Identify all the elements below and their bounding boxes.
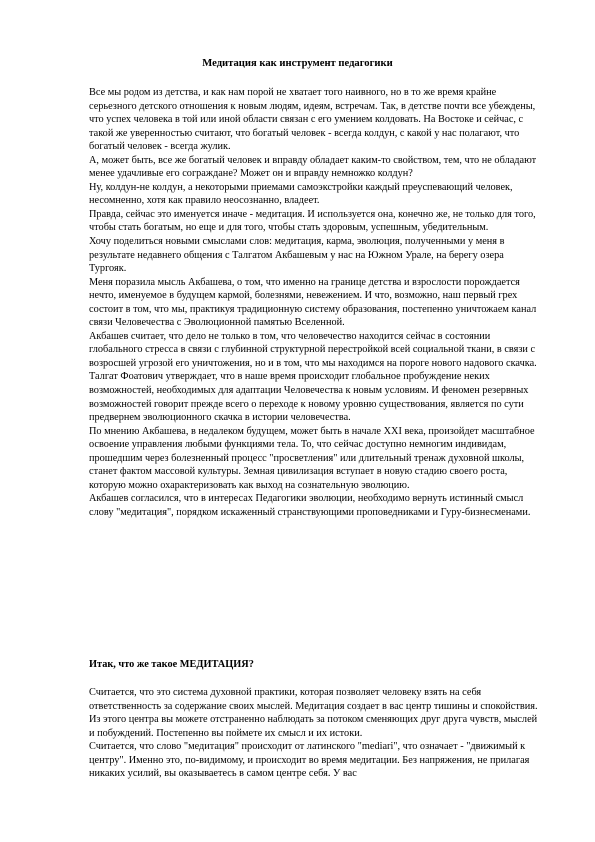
body-text: [89, 86, 541, 520]
paragraph: Правда, сейчас это именуется иначе - медитация. И используется она, конечно же, не только для того, чтобы стать богатым, но еще и для того, чтобы стать здоровым, успешным, убедительным.: [89, 208, 536, 234]
paragraph: Меня поразила мысль Акбашева, о том, что именно на границе детства и взрослости порождается нечто, именуемое в будущем кармой, болезнями, невежением. И что, возможно, наш первый грех состоит в том, что мы, практикуя традиционную систему образования, постепенно уничтожаем канал связи Человечества с Эволюционной памятью Вселенной.: [89, 276, 537, 329]
paragraph: Все мы родом из детства, и как нам порой не хватает того наивного, но в то же время крайне серьезного детского отношения к новым людям, идеям, встречам. Так, в детстве почти все убеждены, что успех человека в той или иной области связан с его умением колдовать. На Востоке и сейчас, с такой же уверенностью считают, что богатый человек - всегда колдун, с какой у нас полагают, что богатый человек - всегда жулик.: [89, 87, 536, 153]
paragraph: Талгат Фоатович утверждает, что в наше время происходит глобальное пробуждение неких возможностей, необходимых для адаптации Человечества к новым условиям. И феномен резервных возможностей говорит прежде всего о переходе к новому уровню существования, является по сути предвернем эволюционного скачка в истории человечества.: [89, 371, 529, 424]
paragraph: Акбашев считает, что дело не только в том, что человечество находится сейчас в состоянии глобального стресса в связи с глубинной структурной перестройкой всей социальной ткани, в связи с возросшей угрозой его уничтожения, но и в том, что мы находимся на пороге нового надового скачка.: [89, 330, 537, 369]
paragraph: Акбашев согласился, что в интересах Педагогики эволюции, необходимо вернуть истинный смысл слову "медитация", порядком искаженный странствующими проповедниками и Гуру-бизнесменами.: [89, 493, 531, 518]
paragraph: Ну, колдун-не колдун, а некоторыми приемами самоэкстройки каждый преуспевающий человек, несомненно, хотя как правило неосознанно, владеет.: [89, 181, 513, 207]
section-heading: Итак, что же такое МЕДИТАЦИЯ?: [89, 659, 254, 670]
paragraph: По мнению Акбашева, в недалеком будущем, может быть в начале XXI века, произойдет масштабное освоение управления любыми функциями тела. То, что сейчас доступно немногим индивидам, прошедшим через болезненный процесс "просветления" или длительный тренаж духовной школы, станет фактом массовой культуры. Земная цивилизация вступает в новую стадию своего роста, которую можно охарактеризовать как выход на сознательную эволюцию.: [89, 425, 535, 491]
paragraph: Считается, что это система духовной практики, которая позволяет человеку взять на себя ответственность за содержание своих мыслей. Медитация создает в вас центр тишины и спокойствия. Из этого центра вы можете отстраненно наблюдать за потоком сменяющих друг друга чувств, мыслей и побуждений. Постепенно вы поймете их смысл и их истоки.: [89, 687, 538, 739]
paragraph: А, может быть, все же богатый человек и вправду обладает каким-то свойством, тем, что не обладают менее удачливые его сограждане? Может он и вправду немножко колдун?: [89, 154, 537, 180]
body-text-continued: [89, 686, 541, 781]
page-title: Медитация как инструмент педагогики: [202, 58, 393, 69]
paragraph: Хочу поделиться новыми смыслами слов: медитация, карма, эволюция, полученными у меня в результате недавнего общения с Талгатом Акбашевым у нас на Южном Урале, на берегу озера Тургояк.: [89, 236, 505, 275]
paragraph: Считается, что слово "медитация" происходит от латинского "mediari", что означает - "движимый к центру". Именно это, по-видимому, и происходит во время медитации. Без напряжения, не прилагая никаких усилий, вы оказываетесь в самом центре себя. У вас: [89, 741, 530, 780]
